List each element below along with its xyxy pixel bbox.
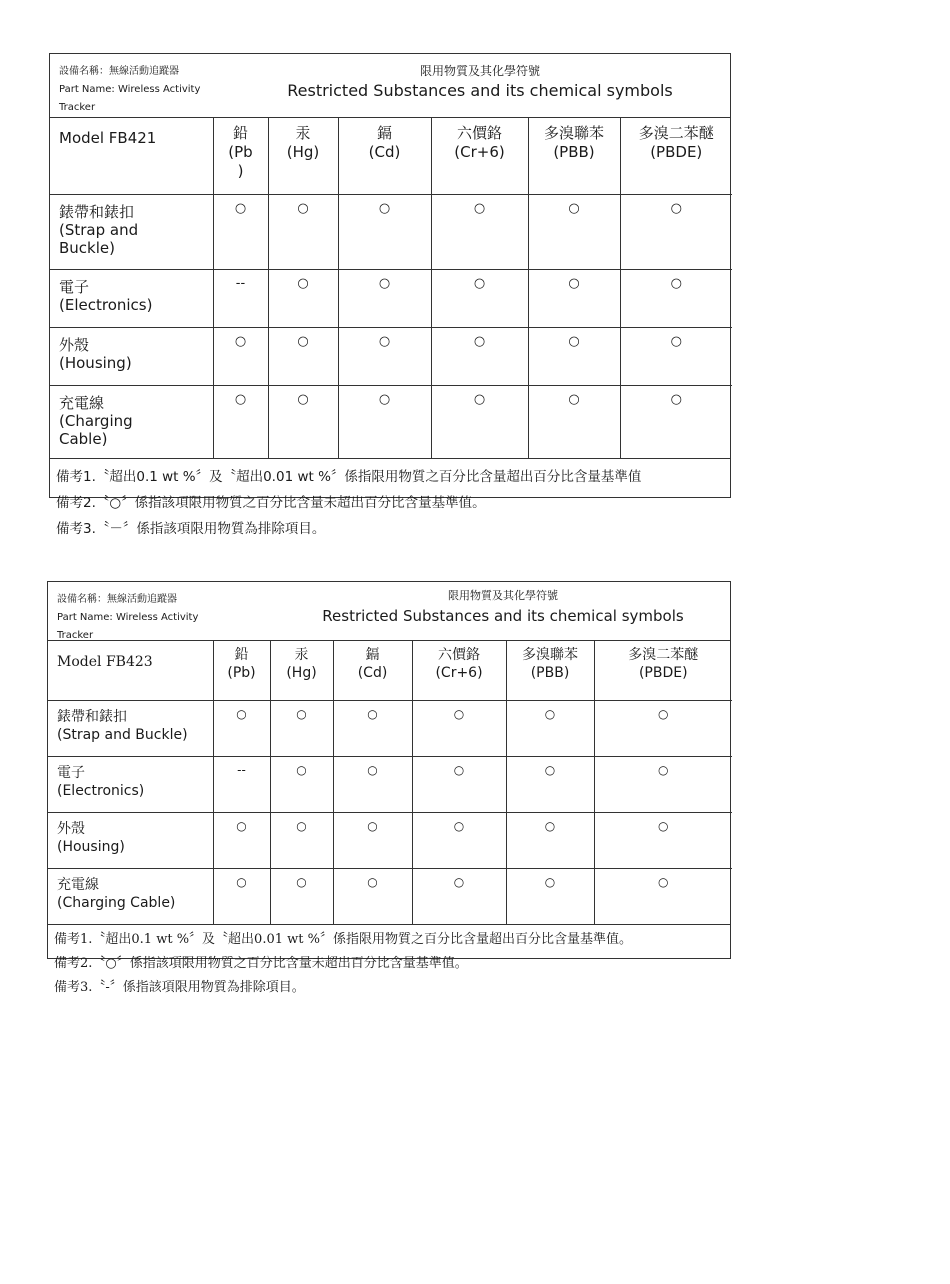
table-row-electronics [50, 270, 732, 328]
col-header-zh: 多溴聯苯 [543, 124, 604, 142]
row-label-en: (Charging Cable) [57, 895, 176, 911]
col-header-zh: 六價鉻 [456, 124, 502, 142]
col-header-pbb [528, 118, 620, 195]
col-header-en: (PBDE) [638, 665, 688, 681]
col-header-pbb [506, 641, 594, 701]
cell-mark: ○ [431, 195, 528, 270]
cell-mark: ○ [620, 195, 732, 270]
rohs-table-fb421 [49, 53, 731, 537]
cell-mark: -- [213, 270, 268, 328]
col-header-cr6 [412, 641, 506, 701]
col-header-cd [338, 118, 431, 195]
part-name-block [57, 591, 198, 645]
substance-table [50, 118, 732, 458]
cell-mark: ○ [338, 270, 431, 328]
column-header-row [48, 641, 732, 701]
cell-mark: ○ [620, 386, 732, 459]
note-1: 備考1.〝超出0.1 wt %〞及〝超出0.01 wt %〞係指限用物質之百分比含量超出百分比含量基準值 [56, 469, 642, 485]
col-header-en: (Hg) [286, 143, 320, 161]
row-label [50, 386, 213, 459]
column-header-row [50, 118, 732, 195]
table-header-block [48, 582, 730, 641]
cell-mark: ○ [213, 386, 268, 459]
col-header-en: (PBB) [553, 143, 595, 161]
cell-mark: ○ [338, 328, 431, 386]
cell-mark: ○ [268, 328, 338, 386]
cell-mark: ○ [594, 869, 732, 925]
table-row-electronics [48, 757, 732, 813]
cell-mark: ○ [270, 701, 333, 757]
note-2: 備考2.〝○〞係指該項限用物質之百分比含量未超出百分比含量基準值。 [56, 495, 486, 511]
col-header-en: (Hg) [286, 665, 317, 681]
cell-mark: ○ [270, 869, 333, 925]
note-1: 備考1.〝超出0.1 wt %〞及〝超出0.01 wt %〞係指限用物質之百分比含量超出百分比含量基準值。 [54, 932, 632, 947]
cell-mark: -- [213, 757, 270, 813]
cell-mark: ○ [333, 869, 412, 925]
col-header-zh: 六價鉻 [438, 647, 480, 663]
row-label-zh: 充電線 [57, 877, 99, 893]
table-row-strap [48, 701, 732, 757]
cell-mark: ○ [528, 328, 620, 386]
row-label-zh: 電子 [57, 765, 85, 781]
col-header-zh: 鉛 [232, 124, 248, 142]
col-header-zh: 多溴聯苯 [522, 647, 578, 663]
cell-mark: ○ [213, 869, 270, 925]
row-label [50, 328, 213, 386]
row-label [48, 813, 213, 869]
cell-mark: ○ [528, 270, 620, 328]
cell-mark: ○ [333, 757, 412, 813]
col-header-zh: 汞 [295, 124, 311, 142]
cell-mark: ○ [213, 328, 268, 386]
cell-mark: ○ [431, 270, 528, 328]
col-header-pb [213, 641, 270, 701]
model-label: Model FB421 [50, 118, 213, 195]
notes-block [48, 924, 730, 1000]
row-label [50, 270, 213, 328]
notes-block [50, 458, 730, 543]
table-title [270, 62, 690, 102]
col-header-en: (Cr+6) [454, 143, 505, 161]
row-label [48, 757, 213, 813]
cell-mark: ○ [528, 386, 620, 459]
cell-mark: ○ [213, 195, 268, 270]
cell-mark: ○ [506, 701, 594, 757]
cell-mark: ○ [620, 270, 732, 328]
cell-mark: ○ [594, 813, 732, 869]
col-header-pbde [594, 641, 732, 701]
part-name-zh: 設備名稱：無線活動追蹤器 [57, 594, 177, 605]
row-label-en: (Electronics) [59, 296, 153, 314]
table-header-block [50, 54, 730, 118]
table-title-en: Restricted Substances and its chemical symbols [322, 607, 684, 625]
cell-mark: ○ [338, 195, 431, 270]
cell-mark: ○ [594, 757, 732, 813]
row-label-en-cont: Cable) [59, 430, 108, 448]
cell-mark: ○ [333, 701, 412, 757]
cell-mark: ○ [412, 701, 506, 757]
row-label-zh: 外殼 [59, 336, 90, 354]
col-header-pb [213, 118, 268, 195]
cell-mark: ○ [506, 869, 594, 925]
col-header-en: (Cd) [357, 665, 388, 681]
col-header-cd [333, 641, 412, 701]
cell-mark: ○ [412, 869, 506, 925]
cell-mark: ○ [268, 386, 338, 459]
row-label-zh: 電子 [59, 278, 90, 296]
table-title-en: Restricted Substances and its chemical symbols [287, 81, 673, 100]
cell-mark: ○ [213, 701, 270, 757]
table-row-charging-cable [48, 869, 732, 925]
col-header-en: (Pb [228, 143, 253, 161]
row-label-zh: 外殼 [57, 821, 85, 837]
col-header-en: (Pb) [227, 665, 256, 681]
cell-mark: ○ [268, 270, 338, 328]
col-header-zh: 多溴二苯醚 [638, 124, 714, 142]
cell-mark: ○ [270, 757, 333, 813]
row-label [48, 869, 213, 925]
row-label-zh: 錶帶和錶扣 [59, 203, 135, 221]
col-header-zh: 多溴二苯醚 [628, 647, 699, 663]
part-name-en: Part Name: Wireless Activity [59, 84, 201, 95]
col-header-en-cont: ) [237, 162, 244, 180]
part-name-zh: 設備名稱：無線活動追蹤器 [59, 66, 179, 77]
cell-mark: ○ [333, 813, 412, 869]
table-row-strap [50, 195, 732, 270]
col-header-en: (PBB) [530, 665, 570, 681]
col-header-pbde [620, 118, 732, 195]
col-header-zh: 鎘 [365, 647, 380, 663]
cell-mark: ○ [270, 813, 333, 869]
note-3: 備考3.〝-〞係指該項限用物質為排除項目。 [54, 980, 305, 995]
note-2: 備考2.〝○〞係指該項限用物質之百分比含量未超出百分比含量基準值。 [54, 956, 468, 971]
row-label-en: (Housing) [59, 354, 132, 372]
row-label-en: (Charging [59, 412, 133, 430]
part-name-en-cont: Tracker [59, 102, 96, 113]
row-label [48, 701, 213, 757]
row-label [50, 195, 213, 270]
table-title [298, 587, 708, 627]
note-3: 備考3.〝－〞係指該項限用物質為排除項目。 [56, 521, 326, 537]
rohs-table-fb423 [47, 581, 731, 995]
col-header-en: (Cd) [368, 143, 401, 161]
table-title-zh: 限用物質及其化學符號 [419, 64, 540, 78]
cell-mark: ○ [213, 813, 270, 869]
cell-mark: ○ [412, 813, 506, 869]
col-header-zh: 鎘 [376, 124, 392, 142]
col-header-hg [270, 641, 333, 701]
part-name-block [59, 63, 200, 117]
cell-mark: ○ [506, 757, 594, 813]
cell-mark: ○ [268, 195, 338, 270]
cell-mark: ○ [528, 195, 620, 270]
cell-mark: ○ [412, 757, 506, 813]
part-name-en-cont: Tracker [57, 630, 94, 641]
row-label-en-cont: Buckle) [59, 239, 115, 257]
cell-mark: ○ [431, 386, 528, 459]
col-header-zh: 鉛 [234, 647, 249, 663]
table-row-charging-cable [50, 386, 732, 459]
table-title-zh: 限用物質及其化學符號 [448, 589, 558, 602]
row-label-en: (Strap and [59, 221, 139, 239]
table-row-housing [50, 328, 732, 386]
model-label: Model FB423 [48, 641, 213, 701]
col-header-zh: 汞 [294, 647, 309, 663]
substance-table [48, 641, 732, 924]
row-label-en: (Strap and Buckle) [57, 727, 188, 743]
row-label-en: (Housing) [57, 839, 125, 855]
cell-mark: ○ [620, 328, 732, 386]
cell-mark: ○ [594, 701, 732, 757]
cell-mark: ○ [431, 328, 528, 386]
part-name-en: Part Name: Wireless Activity [57, 612, 199, 623]
col-header-en: (PBDE) [650, 143, 703, 161]
col-header-en: (Cr+6) [435, 665, 483, 681]
cell-mark: ○ [338, 386, 431, 459]
table-row-housing [48, 813, 732, 869]
row-label-en: (Electronics) [57, 783, 145, 799]
col-header-hg [268, 118, 338, 195]
col-header-cr6 [431, 118, 528, 195]
cell-mark: ○ [506, 813, 594, 869]
row-label-zh: 錶帶和錶扣 [57, 709, 127, 725]
row-label-zh: 充電線 [59, 394, 105, 412]
